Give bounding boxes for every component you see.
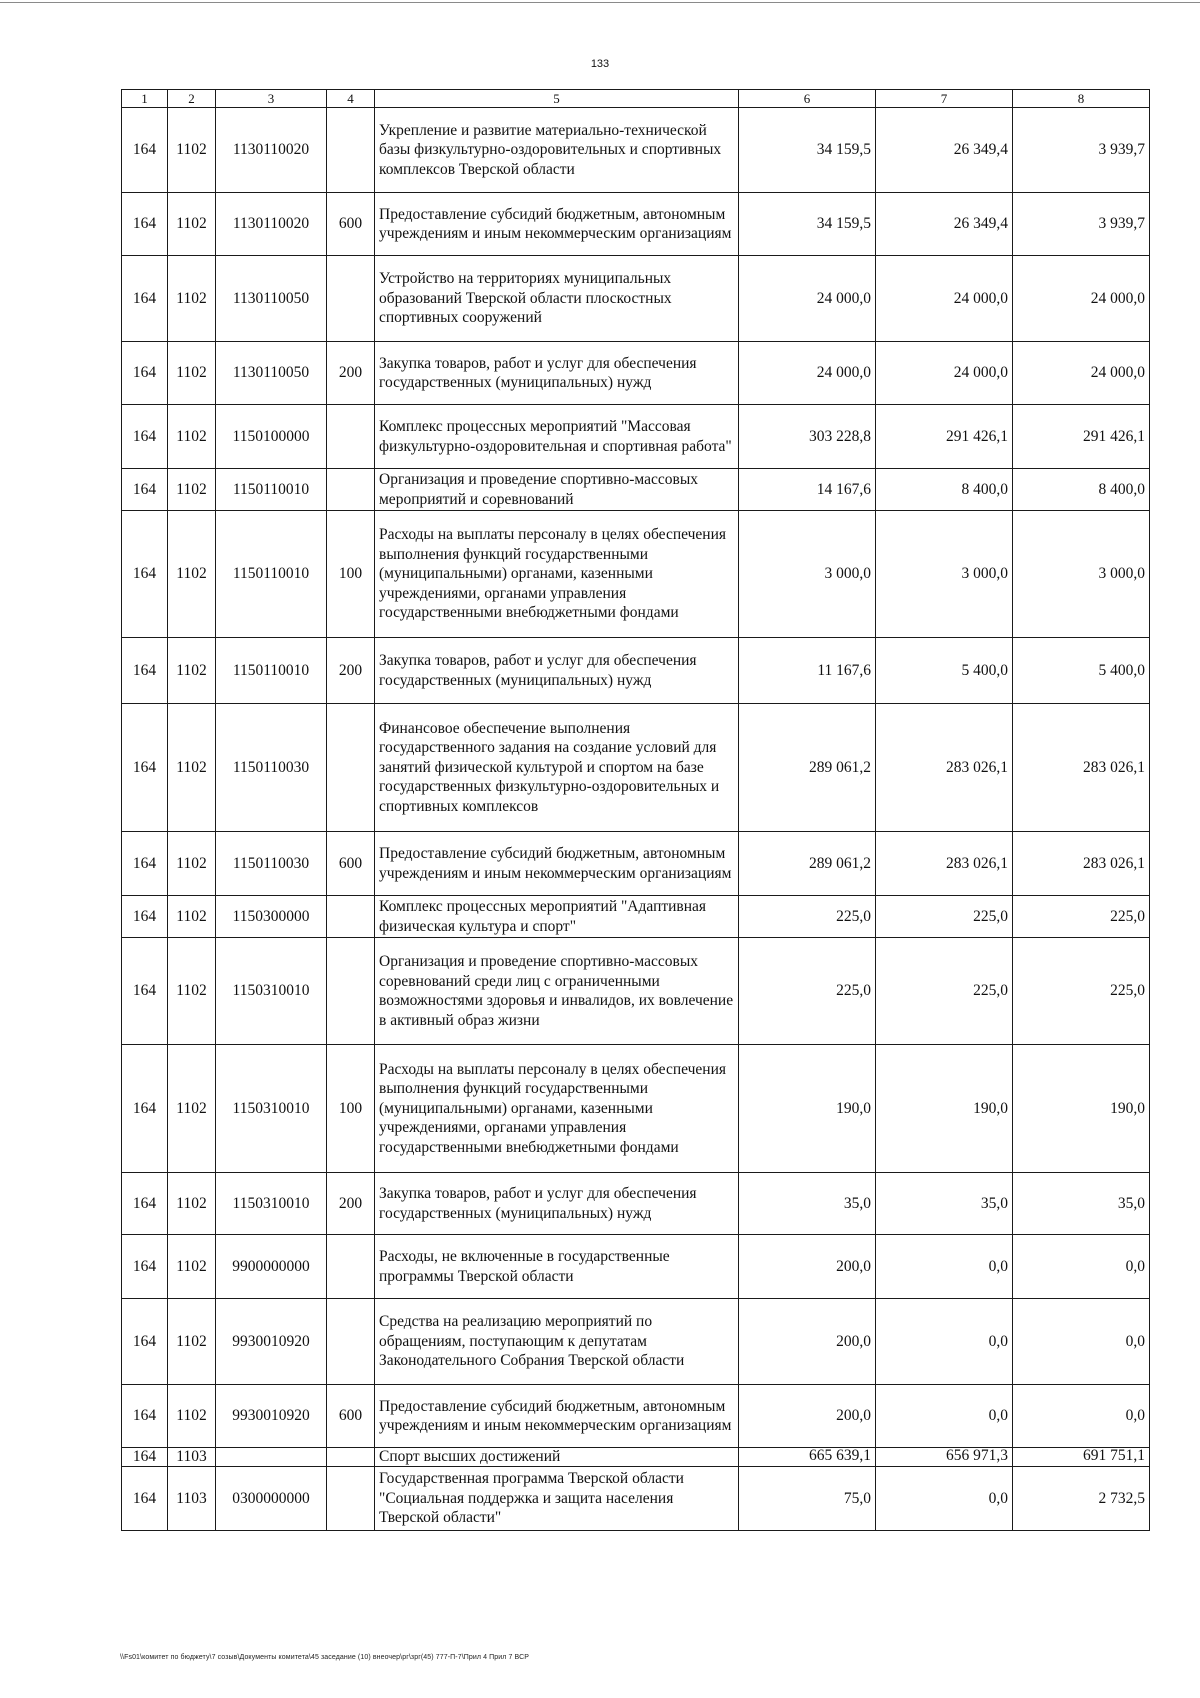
table-row	[122, 342, 1150, 405]
cell-chapter: 164	[122, 1173, 168, 1235]
cell-amount-2: 0,0	[876, 1385, 1013, 1448]
cell-description: Закупка товаров, работ и услуг для обеспечения государственных (муниципальных) нужд	[375, 1173, 739, 1235]
cell-section: 1102	[168, 832, 216, 896]
column-header: 4	[327, 90, 375, 108]
cell-amount-2: 24 000,0	[876, 342, 1013, 405]
cell-amount-2: 190,0	[876, 1045, 1013, 1173]
cell-amount-1: 289 061,2	[739, 832, 876, 896]
cell-description: Предоставление субсидий бюджетным, автономным учреждениям и иным некоммерческим организациям	[375, 1385, 739, 1448]
table-row	[122, 405, 1150, 469]
cell-amount-3: 0,0	[1013, 1235, 1150, 1299]
cell-chapter: 164	[122, 1448, 168, 1467]
cell-expense-type	[327, 469, 375, 511]
cell-amount-1: 11 167,6	[739, 638, 876, 704]
cell-description: Финансовое обеспечение выполнения государственного задания на создание условий для занятий физической культурой и спортом на базе государственных физкультурно-оздоровительных и спортивных комплексов	[375, 704, 739, 832]
column-header: 5	[375, 90, 739, 108]
cell-expense-type: 200	[327, 342, 375, 405]
table-row	[122, 256, 1150, 342]
cell-description: Расходы на выплаты персоналу в целях обеспечения выполнения функций государственными (муниципальными) органами, казенными учреждениями, органами управления государственными внебюджетными фондами	[375, 511, 739, 638]
cell-description: Предоставление субсидий бюджетным, автономным учреждениям и иным некоммерческим организациям	[375, 832, 739, 896]
cell-target-article: 9930010920	[216, 1385, 327, 1448]
cell-chapter: 164	[122, 108, 168, 193]
cell-section: 1102	[168, 896, 216, 938]
cell-chapter: 164	[122, 1299, 168, 1385]
cell-expense-type	[327, 405, 375, 469]
cell-expense-type	[327, 256, 375, 342]
cell-amount-3: 8 400,0	[1013, 469, 1150, 511]
cell-amount-3: 691 751,1	[1013, 1448, 1150, 1467]
file-path-footer: \\Fs01\комитет по бюджету\7 созыв\Документы комитета\45 заседание (10) внеочер\рг\зрг(45) 777-П-7\Прил 4 Прил 7 ВСР	[120, 1654, 530, 1661]
cell-description: Расходы на выплаты персоналу в целях обеспечения выполнения функций государственными (муниципальными) органами, казенными учреждениями, органами управления государственными внебюджетными фондами	[375, 1045, 739, 1173]
cell-section: 1102	[168, 1385, 216, 1448]
cell-chapter: 164	[122, 1045, 168, 1173]
cell-amount-3: 225,0	[1013, 896, 1150, 938]
cell-description: Укрепление и развитие материально-технической базы физкультурно-оздоровительных и спортивных комплексов Тверской области	[375, 108, 739, 193]
cell-amount-1: 665 639,1	[739, 1448, 876, 1467]
cell-chapter: 164	[122, 1467, 168, 1531]
cell-amount-3: 0,0	[1013, 1299, 1150, 1385]
cell-description: Средства на реализацию мероприятий по обращениям, поступающим к депутатам Законодательного Собрания Тверской области	[375, 1299, 739, 1385]
column-header: 1	[122, 90, 168, 108]
cell-amount-2: 5 400,0	[876, 638, 1013, 704]
cell-description: Устройство на территориях муниципальных образований Тверской области плоскостных спортивных сооружений	[375, 256, 739, 342]
cell-chapter: 164	[122, 704, 168, 832]
cell-target-article: 1150110030	[216, 832, 327, 896]
cell-target-article: 1150110010	[216, 638, 327, 704]
table-row	[122, 938, 1150, 1045]
cell-section: 1103	[168, 1448, 216, 1467]
cell-amount-2: 24 000,0	[876, 256, 1013, 342]
table-row	[122, 896, 1150, 938]
cell-amount-3: 283 026,1	[1013, 832, 1150, 896]
table-row	[122, 1045, 1150, 1173]
cell-amount-3: 3 939,7	[1013, 193, 1150, 256]
table-row	[122, 1385, 1150, 1448]
cell-amount-2: 225,0	[876, 938, 1013, 1045]
cell-expense-type: 600	[327, 193, 375, 256]
cell-chapter: 164	[122, 638, 168, 704]
cell-amount-3: 225,0	[1013, 938, 1150, 1045]
column-header: 6	[739, 90, 876, 108]
cell-description: Организация и проведение спортивно-массовых соревнований среди лиц с ограниченными возможностями здоровья и инвалидов, их вовлечение в активный образ жизни	[375, 938, 739, 1045]
cell-amount-1: 289 061,2	[739, 704, 876, 832]
column-header: 3	[216, 90, 327, 108]
cell-target-article: 1130110020	[216, 108, 327, 193]
cell-description: Закупка товаров, работ и услуг для обеспечения государственных (муниципальных) нужд	[375, 342, 739, 405]
cell-section: 1102	[168, 1173, 216, 1235]
table-row	[122, 108, 1150, 193]
table-row	[122, 832, 1150, 896]
cell-expense-type	[327, 896, 375, 938]
cell-amount-3: 283 026,1	[1013, 704, 1150, 832]
cell-chapter: 164	[122, 342, 168, 405]
cell-chapter: 164	[122, 511, 168, 638]
cell-description: Комплекс процессных мероприятий "Массовая физкультурно-оздоровительная и спортивная работа"	[375, 405, 739, 469]
table-row	[122, 193, 1150, 256]
cell-amount-3: 2 732,5	[1013, 1467, 1150, 1531]
cell-expense-type: 200	[327, 638, 375, 704]
cell-section: 1102	[168, 938, 216, 1045]
cell-section: 1102	[168, 256, 216, 342]
cell-description: Организация и проведение спортивно-массовых мероприятий и соревнований	[375, 469, 739, 511]
column-header: 7	[876, 90, 1013, 108]
cell-expense-type	[327, 938, 375, 1045]
table-row	[122, 1299, 1150, 1385]
cell-amount-2: 225,0	[876, 896, 1013, 938]
cell-section: 1102	[168, 511, 216, 638]
cell-amount-1: 190,0	[739, 1045, 876, 1173]
table-row	[122, 1235, 1150, 1299]
column-header: 2	[168, 90, 216, 108]
cell-expense-type: 600	[327, 1385, 375, 1448]
cell-amount-2: 656 971,3	[876, 1448, 1013, 1467]
cell-amount-3: 3 939,7	[1013, 108, 1150, 193]
cell-amount-3: 24 000,0	[1013, 256, 1150, 342]
cell-description: Предоставление субсидий бюджетным, автономным учреждениям и иным некоммерческим организациям	[375, 193, 739, 256]
table-row	[122, 704, 1150, 832]
cell-amount-3: 3 000,0	[1013, 511, 1150, 638]
cell-amount-3: 24 000,0	[1013, 342, 1150, 405]
cell-amount-3: 291 426,1	[1013, 405, 1150, 469]
cell-target-article: 1150110030	[216, 704, 327, 832]
table-row	[122, 469, 1150, 511]
cell-expense-type: 100	[327, 1045, 375, 1173]
cell-amount-2: 283 026,1	[876, 832, 1013, 896]
cell-expense-type: 200	[327, 1173, 375, 1235]
cell-expense-type	[327, 1448, 375, 1467]
column-header: 8	[1013, 90, 1150, 108]
cell-amount-2: 26 349,4	[876, 193, 1013, 256]
cell-chapter: 164	[122, 832, 168, 896]
cell-amount-1: 3 000,0	[739, 511, 876, 638]
cell-amount-2: 8 400,0	[876, 469, 1013, 511]
budget-table	[121, 89, 1150, 1531]
cell-chapter: 164	[122, 405, 168, 469]
cell-section: 1102	[168, 1299, 216, 1385]
cell-amount-1: 34 159,5	[739, 108, 876, 193]
cell-target-article: 1150100000	[216, 405, 327, 469]
cell-target-article: 1150110010	[216, 469, 327, 511]
cell-amount-1: 200,0	[739, 1235, 876, 1299]
cell-section: 1102	[168, 108, 216, 193]
cell-amount-2: 0,0	[876, 1235, 1013, 1299]
table-body	[122, 108, 1150, 1531]
cell-amount-1: 34 159,5	[739, 193, 876, 256]
cell-expense-type	[327, 1235, 375, 1299]
cell-section: 1102	[168, 469, 216, 511]
cell-expense-type	[327, 108, 375, 193]
cell-description: Спорт высших достижений	[375, 1448, 739, 1467]
cell-expense-type: 600	[327, 832, 375, 896]
cell-target-article: 1150310010	[216, 938, 327, 1045]
cell-target-article: 1150110010	[216, 511, 327, 638]
cell-target-article: 1130110050	[216, 256, 327, 342]
table-row	[122, 638, 1150, 704]
cell-section: 1102	[168, 193, 216, 256]
cell-expense-type	[327, 1467, 375, 1531]
cell-target-article: 1130110050	[216, 342, 327, 405]
cell-chapter: 164	[122, 469, 168, 511]
page-number: 133	[590, 58, 610, 70]
cell-section: 1102	[168, 1235, 216, 1299]
cell-amount-1: 225,0	[739, 896, 876, 938]
cell-target-article: 9900000000	[216, 1235, 327, 1299]
cell-chapter: 164	[122, 193, 168, 256]
cell-description: Расходы, не включенные в государственные программы Тверской области	[375, 1235, 739, 1299]
cell-amount-2: 291 426,1	[876, 405, 1013, 469]
cell-chapter: 164	[122, 938, 168, 1045]
cell-chapter: 164	[122, 256, 168, 342]
cell-amount-1: 303 228,8	[739, 405, 876, 469]
cell-description: Государственная программа Тверской области "Социальная поддержка и защита населения Тверской области"	[375, 1467, 739, 1531]
cell-expense-type	[327, 704, 375, 832]
header-row	[122, 90, 1150, 108]
cell-amount-3: 5 400,0	[1013, 638, 1150, 704]
cell-amount-3: 190,0	[1013, 1045, 1150, 1173]
cell-chapter: 164	[122, 896, 168, 938]
cell-amount-1: 24 000,0	[739, 342, 876, 405]
cell-amount-2: 26 349,4	[876, 108, 1013, 193]
cell-amount-1: 200,0	[739, 1299, 876, 1385]
cell-section: 1102	[168, 1045, 216, 1173]
cell-section: 1102	[168, 342, 216, 405]
cell-amount-2: 3 000,0	[876, 511, 1013, 638]
cell-amount-3: 0,0	[1013, 1385, 1150, 1448]
cell-amount-1: 200,0	[739, 1385, 876, 1448]
cell-amount-1: 35,0	[739, 1173, 876, 1235]
table-row	[122, 1467, 1150, 1531]
cell-amount-2: 283 026,1	[876, 704, 1013, 832]
cell-section: 1102	[168, 704, 216, 832]
table-row	[122, 511, 1150, 638]
top-border-line	[0, 2, 1200, 3]
cell-section: 1103	[168, 1467, 216, 1531]
cell-target-article: 9930010920	[216, 1299, 327, 1385]
cell-target-article: 1150310010	[216, 1045, 327, 1173]
cell-chapter: 164	[122, 1235, 168, 1299]
table-row	[122, 1173, 1150, 1235]
cell-description: Комплекс процессных мероприятий "Адаптивная физическая культура и спорт"	[375, 896, 739, 938]
cell-amount-2: 35,0	[876, 1173, 1013, 1235]
cell-target-article: 1150310010	[216, 1173, 327, 1235]
cell-target-article: 0300000000	[216, 1467, 327, 1531]
cell-target-article	[216, 1448, 327, 1467]
cell-amount-1: 225,0	[739, 938, 876, 1045]
cell-target-article: 1130110020	[216, 193, 327, 256]
cell-amount-2: 0,0	[876, 1299, 1013, 1385]
cell-description: Закупка товаров, работ и услуг для обеспечения государственных (муниципальных) нужд	[375, 638, 739, 704]
cell-amount-1: 14 167,6	[739, 469, 876, 511]
cell-section: 1102	[168, 405, 216, 469]
cell-section: 1102	[168, 638, 216, 704]
cell-target-article: 1150300000	[216, 896, 327, 938]
cell-expense-type	[327, 1299, 375, 1385]
cell-chapter: 164	[122, 1385, 168, 1448]
cell-expense-type: 100	[327, 511, 375, 638]
cell-amount-2: 0,0	[876, 1467, 1013, 1531]
cell-amount-3: 35,0	[1013, 1173, 1150, 1235]
cell-amount-1: 24 000,0	[739, 256, 876, 342]
cell-amount-1: 75,0	[739, 1467, 876, 1531]
table-row	[122, 1448, 1150, 1467]
